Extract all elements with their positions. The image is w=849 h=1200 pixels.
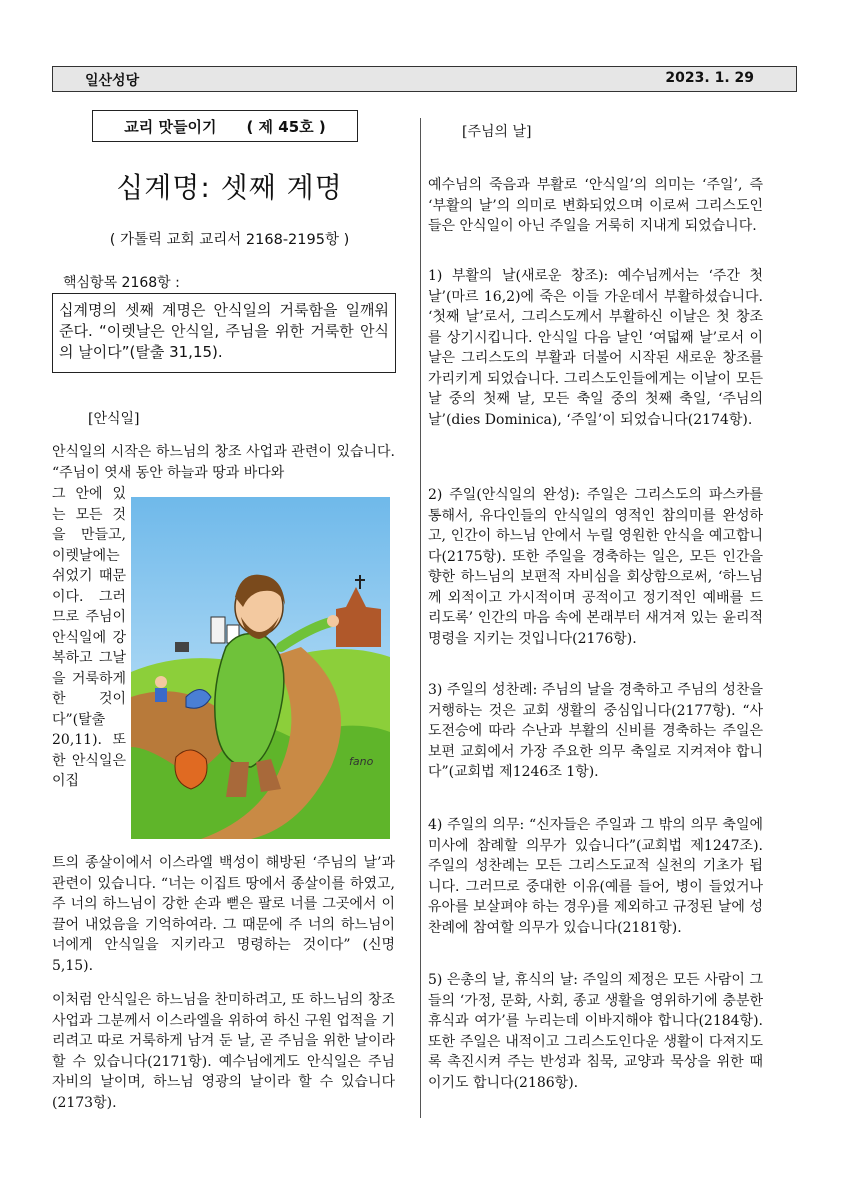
sabbath-cont: 트의 종살이에서 이스라엘 백성이 해방된 ‘주님의 날’과 관련이 있습니다. “너는 이집트 땅에서 종살이를 하였고, 주 너의 하느님이 강한 손과 뻗은 팔로 너를 그곳에서 이끌어 내었음을 기억하여라. 그 때문에 주 너의 하느님이 너에게 안식일을 지키라고 명령하는 것이다” (신명 5,15).: [52, 855, 395, 974]
header-bar: [52, 66, 797, 92]
issue-number: ( 제 45호 ): [246, 117, 326, 136]
illustration-signature: fano: [349, 755, 374, 768]
page-title: 십계명: 셋째 계명: [116, 171, 343, 204]
jesus-walking-illustration: [131, 497, 390, 839]
lords-day-intro: 예수님의 죽음과 부활로 ‘안식일’의 의미는 ‘주일’, 즉 ‘부활의 날’의 의미로 변화되었으며 이로써 그리스도인들은 안식일이 아닌 주일을 거룩히 지내게 되었습니다.: [428, 177, 763, 234]
item-sunday-obligation: 4) 주일의 의무: “신자들은 주일과 그 밖의 의무 축일에 미사에 참례할 의무가 있습니다”(교회법 제1247조). 주일의 성찬례는 모든 그리스도교적 실천의 기초가 됩니다. 그러므로 중대한 이유(예를 들어, 병이 들었거나 유아를 보살펴야 하는 경우)를 제외하고 규정된 날에 성찬례에 참여할 의무가 있습니다(2181항).: [428, 817, 763, 936]
issue-date: 2023. 1. 29: [665, 70, 754, 86]
page-subtitle: ( 가톨릭 교회 교리서 2168-2195항 ): [109, 232, 350, 248]
item-sunday-fulfillment: 2) 주일(안식일의 완성): 주일은 그리스도의 파스카를 통해서, 유다인들의 안식일의 영적인 참의미를 완성하고, 인간이 하느님 안에서 누릴 영원한 안식을 예고합니다(2175항). 또한 주일을 경축하는 일은, 모든 인간을 향한 하느님의 보편적 자비심을 회상함으로써, ‘하느님께 외적이고 가시적이며 공적이고 정기적인 예배를 드리도록’ 인간의 마음 속에 본래부터 새겨져 있는 윤리적 명령을 지키는 것입니다(2176항).: [428, 487, 763, 647]
sabbath-wrap-text: 그 안에 있는 모든 것을 만들고, 이렛날에는 쉬었기 때문이다. 그러므로 주님이 안식일에 강복하고 그날을 거룩하게 한 것이다”(탈출 20,11). 또한 안식일은 이집: [52, 486, 126, 789]
core-text-box: 십계명의 셋째 계명은 안식일의 거룩함을 일깨워 준다. “이렛날은 안식일, 주님을 위한 거룩한 안식의 날이다”(탈출 31,15).: [52, 293, 396, 373]
sabbath-p2: 이처럼 안식일은 하느님을 찬미하려고, 또 하느님의 창조 사업과 그분께서 이스라엘을 위하여 하신 구원 업적을 기리려고 따로 거룩하게 남겨 둔 날, 곧 주님을 위한 날이라 할 수 있습니다(2171항). 예수님에게도 안식일은 주님 자비의 날이며, 하느님 영광의 날이라 할 수 있습니다(2173항).: [52, 992, 395, 1111]
item-sunday-eucharist: 3) 주일의 성찬례: 주님의 날을 경축하고 주님의 성찬을 거행하는 것은 교회 생활의 중심입니다(2177항). “사도전승에 따라 수난과 부활의 신비를 경축하는 주일은 보편 교회에서 가장 주요한 의무 축일로 지켜져야 합니다”(교회법 제1246조 1항).: [428, 682, 763, 780]
sabbath-intro: 안식일의 시작은 하느님의 창조 사업과 관련이 있습니다. “주님이 엿새 동안 하늘과 땅과 바다와: [52, 444, 395, 481]
core-label: 핵심항목 2168항 :: [63, 275, 180, 291]
section-heading-sabbath: [안식일]: [88, 411, 140, 427]
item-resurrection-day: 1) 부활의 날(새로운 창조): 예수님께서는 ‘주간 첫날’(마르 16,2)에 죽은 이들 가운데서 부활하셨습니다. ‘첫째 날’로서, 그리스도께서 부활하신 이날은 첫 창조를 상기시킵니다. 안식일 다음 날인 ‘여덟째 날’로서 이날은 그리스도의 부활과 더불어 시작된 새로운 창조를 가리키게 되었습니다. 그리스도인들에게는 이날이 모든 날 중의 첫째 날, 모든 축일 중의 첫째 축일, ‘주님의 날’(dies Dominica), ‘주일’이 되었습니다(2174항).: [428, 268, 763, 428]
item-day-of-rest: 5) 은총의 날, 휴식의 날: 주일의 제정은 모든 사람이 그들의 ‘가정, 문화, 사회, 종교 생활을 영위하기에 충분한 휴식과 여가’를 누리는데 이바지해야 합니다(2184항). 또한 주일은 내적이고 그리스도인다운 생활이 다져지도록 촉진시켜 주는 반성과 침묵, 교양과 묵상을 위한 때이기도 합니다(2186항).: [428, 972, 763, 1091]
column-divider: [420, 118, 421, 1118]
issue-box: [92, 110, 358, 142]
section-heading-lords-day: [주님의 날]: [462, 124, 532, 140]
parish-name: 일산성당: [85, 73, 140, 89]
issue-label: 교리 맛들이기: [124, 117, 217, 136]
